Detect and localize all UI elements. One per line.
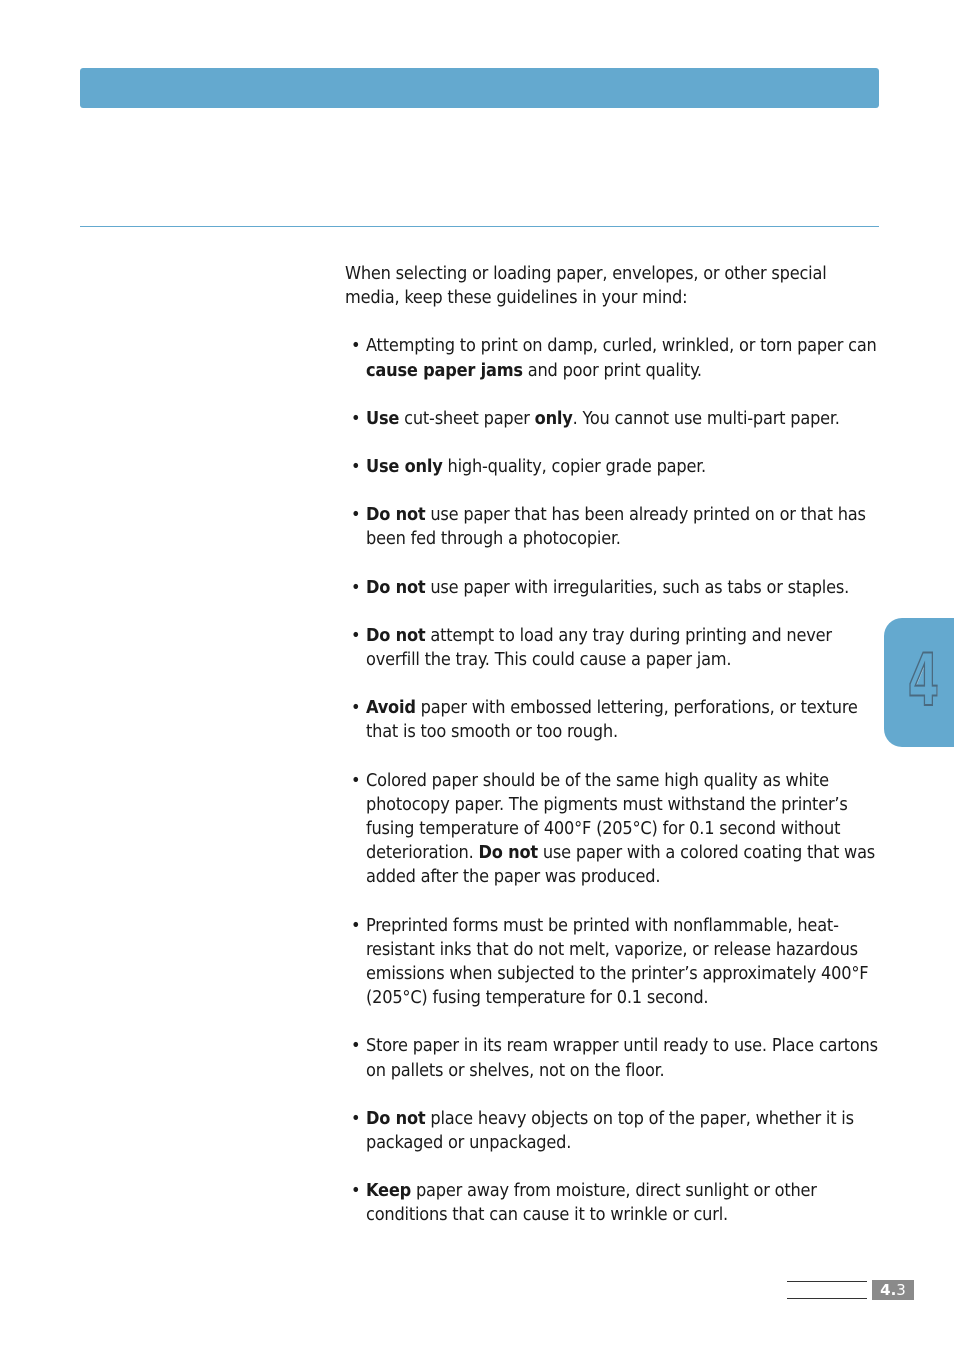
item-bold: Use [366, 407, 400, 429]
footer-rule [787, 1281, 867, 1282]
item-text: use paper with irregularities, such as tabs or staples. [425, 576, 850, 598]
bullet: • [351, 407, 361, 429]
page-index: 3 [896, 1281, 906, 1299]
item-bold: Keep [366, 1180, 411, 1202]
item-text: paper with embossed lettering, perforations, or texture that is too smooth or too rough. [366, 697, 858, 743]
bullet: • [351, 1107, 361, 1129]
guidelines-content [345, 262, 885, 1252]
item-text: Attempting to print on damp, curled, wrinkled, or torn paper can [366, 335, 877, 357]
list-item [345, 696, 885, 744]
intro-paragraph: When selecting or loading paper, envelopes, or other special media, keep these guidelines in your mind: [345, 263, 827, 309]
bullet: • [351, 914, 361, 936]
bullet: • [351, 1180, 361, 1202]
item-bold: Do not [478, 842, 538, 864]
item-bold: Do not [366, 1107, 426, 1129]
list-item [345, 914, 885, 1011]
chapter-number: 4 [908, 638, 940, 722]
item-text: high-quality, copier grade paper. [442, 456, 706, 478]
list-item [345, 1107, 885, 1155]
list-item [345, 334, 885, 382]
item-text: use paper that has been already printed on or that has been fed through a photocopier. [366, 504, 866, 550]
item-bold: only [534, 407, 573, 429]
item-text: . You cannot use multi-part paper. [572, 407, 840, 429]
item-text: and poor print quality. [522, 359, 702, 381]
page-number [872, 1280, 914, 1300]
item-text: paper away from moisture, direct sunlight or other conditions that can cause it to wrinkle or curl. [366, 1180, 817, 1226]
list-item [345, 769, 885, 890]
item-text: cut-sheet paper [399, 407, 535, 429]
item-text: attempt to load any tray during printing and never overfill the tray. This could cause a paper jam. [366, 624, 832, 671]
item-bold: Use only [366, 456, 443, 478]
bullet: • [351, 697, 361, 719]
item-bold: Do not [366, 504, 426, 526]
item-bold: Do not [366, 576, 426, 598]
item-text: use paper with a colored coating that was added after the paper was produced. [366, 842, 876, 888]
list-item [345, 576, 885, 600]
item-text: place heavy objects on top of the paper, whether it is packaged or unpackaged. [366, 1107, 854, 1154]
list-item [345, 1034, 885, 1082]
list-item [345, 1179, 885, 1227]
section-header-bar [80, 68, 879, 108]
list-item [345, 455, 885, 479]
footer-rule [787, 1298, 867, 1299]
bullet: • [351, 1035, 361, 1057]
list-item [345, 624, 885, 672]
item-bold: cause paper jams [366, 359, 523, 381]
bullet: • [351, 624, 361, 646]
item-text: Preprinted forms must be printed with nonflammable, heat-resistant inks that do not melt, vaporize, or release hazardous emissions when subjected to the printer’s approximately 400°F (205°C) fusing temperature for 0.1 second. [366, 914, 869, 1009]
item-text: Colored paper should be of the same high quality as white photocopy paper. The pigments must withstand the printer’s fusing temperature of 400°F (205°C) for 0.1 second without deterioration. [366, 769, 848, 864]
item-bold: Avoid [366, 697, 416, 719]
list-item [345, 407, 885, 431]
page-chapter: 4. [880, 1281, 897, 1299]
bullet: • [351, 769, 361, 791]
bullet: • [351, 456, 361, 478]
bullet: • [351, 576, 361, 598]
bullet: • [351, 504, 361, 526]
item-text: Store paper in its ream wrapper until ready to use. Place cartons on pallets or shelves, not on the floor. [366, 1035, 878, 1081]
bullet: • [351, 335, 361, 357]
item-bold: Do not [366, 624, 426, 646]
list-item [345, 503, 885, 551]
header-rule [80, 226, 879, 227]
